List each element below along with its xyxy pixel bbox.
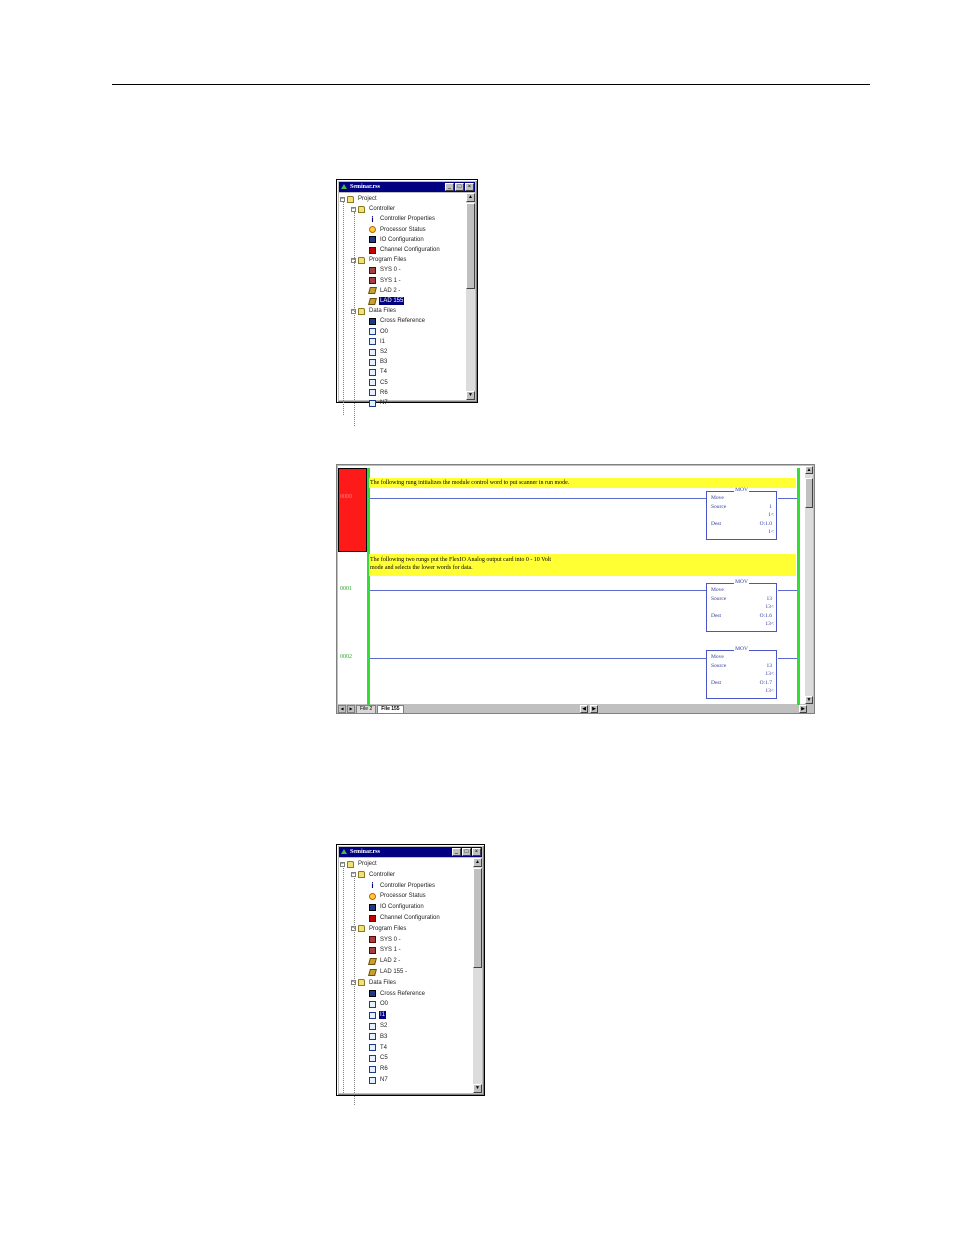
data-file-icon [369,379,376,386]
cross-reference-icon [369,318,376,325]
tree-item-label: Program Files [369,925,407,932]
instruction-name: MOV [735,579,748,585]
scroll-down-arrow-icon[interactable]: ▼ [466,391,475,400]
tree-item[interactable] [369,265,402,275]
mov-instruction[interactable] [706,487,777,540]
dest-label: Dest [711,521,722,527]
tree-item-label: LAD 155 - [380,969,408,975]
tree-item-label: SYS 0 - [380,936,401,943]
rung-wire [778,498,797,499]
hscroll-left-arrow-icon[interactable]: ◀ [580,705,588,713]
tree-item-label: N7 [380,1077,388,1083]
tree-item-label: Cross Reference [380,990,426,997]
ladder-editor-window [336,464,815,714]
minimize-button[interactable]: _ [452,848,461,856]
window-title: Seminar.rss [350,849,380,855]
scroll-up-arrow-icon[interactable]: ▲ [473,858,482,867]
tree-item-label: Program Files [369,257,407,264]
tree-item-label: I1 [380,338,386,345]
instruction-label: Move [711,654,724,660]
source-label: Source [711,596,727,602]
tree-item-label: Project [358,861,377,867]
tree-item[interactable] [369,337,386,347]
tree-item[interactable] [369,1064,389,1074]
rung-wire [778,658,797,659]
tree-item-label: Processor Status [380,893,426,900]
tree-item[interactable] [358,870,396,880]
io-config-icon [369,904,376,911]
dest-address[interactable]: O:1.7 [759,680,772,686]
tree-item-label: Controller Properties [380,216,436,223]
tree-item[interactable] [369,367,388,377]
tree-item[interactable] [369,1053,389,1063]
right-power-rail [797,468,800,706]
tree-item-label: S2 [380,1023,388,1029]
folder-icon [358,206,365,213]
data-file-icon [369,359,376,366]
tree-expander-icon[interactable]: − [352,979,355,986]
tree-item[interactable] [369,1032,388,1042]
tree-item-label: S2 [380,349,388,355]
tree-item[interactable] [369,327,389,337]
info-icon: i [369,882,376,889]
tree-item[interactable] [369,999,389,1009]
vertical-scrollbar[interactable] [466,193,475,400]
scroll-down-arrow-icon[interactable]: ▼ [806,697,812,703]
tree-item[interactable] [347,194,378,204]
tree-expander-icon[interactable]: − [352,205,355,212]
data-file-icon [369,369,376,376]
tree-item-label: SYS 0 - [380,267,401,274]
tree-expander-icon[interactable]: − [352,925,355,932]
scroll-thumb[interactable] [805,478,813,508]
folder-icon [358,257,365,264]
rung-wire [778,590,797,591]
maximize-button[interactable]: □ [455,183,464,191]
tree-item-label: O0 [380,328,389,335]
project-tree-window [336,844,485,1096]
tree-item-label: Controller Properties [380,882,436,889]
tree-expander-icon[interactable]: − [352,871,355,878]
tree-item[interactable] [369,225,427,235]
close-button[interactable]: × [465,183,474,191]
tree-item-label: C5 [380,379,388,386]
data-file-icon [369,1033,376,1040]
tree-item-label: I1 [380,1012,386,1019]
tree-item[interactable] [369,235,425,245]
tree-item-label: T4 [380,1044,388,1051]
dest-value: 1< [768,529,774,535]
processor-status-icon [369,226,376,233]
data-file-icon [369,1023,376,1030]
window-titlebar[interactable] [339,847,482,857]
scroll-up-arrow-icon[interactable]: ▲ [466,193,475,202]
tree-item[interactable] [369,1010,386,1020]
tree-item[interactable] [369,902,425,912]
selected-rung-marker[interactable] [338,468,367,552]
rung-number[interactable]: 0002 [340,654,352,660]
tree-item-label: SYS 1 - [380,277,401,284]
tree-item[interactable] [369,296,404,306]
tree-connector-line [343,866,344,1093]
mov-instruction[interactable] [706,646,777,699]
tree-item[interactable] [369,967,408,977]
project-tree[interactable] [339,858,473,1093]
instruction-label: Move [711,587,724,593]
tree-item[interactable] [369,398,389,408]
project-tree[interactable] [339,193,466,406]
tree-item-label: Data Files [369,979,397,986]
scroll-thumb[interactable] [466,203,475,289]
tree-connector-line [354,878,355,1105]
instruction-name: MOV [735,487,748,493]
instruction-label: Move [711,495,724,501]
folder-icon [358,871,365,878]
tree-item[interactable] [369,1021,388,1031]
rung-wire [370,658,706,659]
info-icon: i [369,216,376,223]
tree-item-label: SYS 1 - [380,947,401,954]
tab-prev-icon[interactable]: ◀ [338,705,346,713]
folder-icon [358,308,365,315]
tree-item[interactable] [358,924,407,934]
tree-item[interactable] [369,935,402,945]
window-titlebar[interactable] [339,182,475,192]
folder-icon [347,196,354,203]
tree-item[interactable] [369,913,441,923]
folder-icon [358,979,365,986]
tree-item[interactable] [358,306,397,316]
tree-item[interactable] [369,989,426,999]
data-file-icon [369,349,376,356]
left-power-rail [367,468,370,706]
tree-item-label: LAD 155 [380,298,404,304]
tree-expander-icon[interactable]: − [352,307,355,314]
rung-number[interactable]: 0000 [340,494,352,500]
tree-item-label: Project [358,196,377,202]
hscroll-right-arrow-icon[interactable]: ▶ [590,705,598,713]
scroll-down-arrow-icon[interactable]: ▼ [473,1084,482,1093]
rung-comment[interactable] [369,554,796,576]
data-file-icon [369,1055,376,1062]
tree-item[interactable] [358,978,397,988]
dest-label: Dest [711,680,722,686]
sys-file-icon [369,267,376,274]
ladder-tab-bar [338,705,813,713]
rung-comment-line: The following two rungs put the FlexIO Analog output card into 0 - 10 Volt [370,557,552,563]
data-file-icon [369,400,376,407]
data-file-icon [369,328,376,335]
data-file-icon [369,1066,376,1073]
source-value: 13< [765,604,774,610]
tree-item-label: R6 [380,389,388,396]
dest-address[interactable]: O:1.6 [759,613,772,619]
rung-wire [370,498,706,499]
tree-item-label: T4 [380,369,388,376]
rung-comment-line: The following rung initializes the module control word to put scanner in run mode. [370,480,570,486]
tree-item-label: Data Files [369,308,397,315]
maximize-button[interactable]: □ [462,848,471,856]
tree-item-label: LAD 2 - [380,287,401,294]
rung-comment-line: mode and selects the lower words for data. [370,565,473,571]
ladder-file-icon [368,298,377,305]
tree-item-label: Controller [369,871,396,878]
vertical-scrollbar[interactable] [473,858,482,1093]
tab-next-icon[interactable]: ▶ [347,705,355,713]
channel-config-icon [369,247,376,254]
data-file-icon [369,1077,376,1084]
tree-item-label: LAD 2 - [380,958,401,965]
tree-item[interactable] [369,388,389,398]
tree-item[interactable] [369,891,427,901]
tree-item-label: Cross Reference [380,318,426,325]
tree-item[interactable] [369,214,436,224]
source-label: Source [711,504,727,510]
tree-item-label: Processor Status [380,226,426,233]
data-file-icon [369,338,376,345]
source-label: Source [711,663,727,669]
app-icon [341,184,347,190]
window-title: Seminar.rss [350,184,380,190]
tree-item[interactable] [369,347,388,357]
dest-value: 13< [765,621,774,627]
tree-item[interactable] [369,956,401,966]
hscroll-end-arrow-icon[interactable]: ▶ [799,705,807,713]
tree-item-label: Channel Configuration [380,915,440,921]
app-icon [341,849,347,855]
tree-item[interactable] [369,1075,389,1085]
data-file-icon [369,389,376,396]
dest-value: 13< [765,688,774,694]
tree-item-label: C5 [380,1055,388,1062]
tree-item[interactable] [369,378,389,388]
dest-address[interactable]: O:1.0 [759,521,772,527]
tab-file-155[interactable]: File 155 [377,705,403,714]
ladder-file-icon [368,958,377,965]
tree-expander-icon[interactable]: − [341,860,344,867]
rung-wire [370,590,706,591]
io-config-icon [369,236,376,243]
sys-file-icon [369,277,376,284]
tree-item[interactable] [369,881,436,891]
instruction-name: MOV [735,646,748,652]
tree-expander-icon[interactable]: − [341,195,344,202]
ladder-view[interactable] [338,466,807,704]
tree-item-label: B3 [380,1033,388,1040]
source-value: 13< [765,671,774,677]
sys-file-icon [369,947,376,954]
scroll-up-arrow-icon[interactable]: ▲ [806,467,812,473]
tree-item-label: N7 [380,400,388,406]
data-file-icon [369,1012,376,1019]
source-address[interactable]: 13 [766,663,772,669]
tree-item-label: IO Configuration [380,904,424,911]
tree-connector-line [354,212,355,426]
folder-icon [347,861,354,868]
mov-instruction[interactable] [706,579,777,632]
sys-file-icon [369,936,376,943]
dest-label: Dest [711,613,722,619]
scroll-thumb[interactable] [473,868,482,968]
ladder-file-icon [368,969,377,976]
tree-item-label: O0 [380,1001,389,1008]
source-address[interactable]: 13 [766,596,772,602]
channel-config-icon [369,915,376,922]
tree-item[interactable] [369,1043,388,1053]
ladder-file-icon [368,287,377,294]
tree-expander-icon[interactable]: − [352,256,355,263]
tree-item[interactable] [358,255,407,265]
tree-item-label: IO Configuration [380,236,424,243]
tree-connector-line [343,201,344,415]
tree-item[interactable] [347,859,378,869]
tree-item[interactable] [369,945,402,955]
source-value: 1< [768,512,774,518]
folder-icon [358,925,365,932]
tree-item[interactable] [369,286,401,296]
tree-item-label: Channel Configuration [380,247,440,253]
data-file-icon [369,1001,376,1008]
close-button[interactable]: × [472,848,481,856]
tree-item[interactable] [369,316,426,326]
tree-item-label: Controller [369,206,396,213]
tree-item[interactable] [369,276,402,286]
project-tree-window [336,179,478,406]
tab-file-2[interactable]: File 2 [356,705,376,714]
tree-item-label: B3 [380,359,388,366]
tree-item[interactable] [358,204,396,214]
source-address[interactable]: 1 [769,504,772,510]
cross-reference-icon [369,990,376,997]
tree-item-label: R6 [380,1066,388,1073]
ladder-vertical-scrollbar[interactable] [805,466,813,704]
processor-status-icon [369,893,376,900]
minimize-button[interactable]: _ [445,183,454,191]
rung-number[interactable]: 0001 [340,586,352,592]
tree-item[interactable] [369,245,441,255]
tree-item[interactable] [369,357,388,367]
page-header-rule [112,84,870,85]
data-file-icon [369,1044,376,1051]
